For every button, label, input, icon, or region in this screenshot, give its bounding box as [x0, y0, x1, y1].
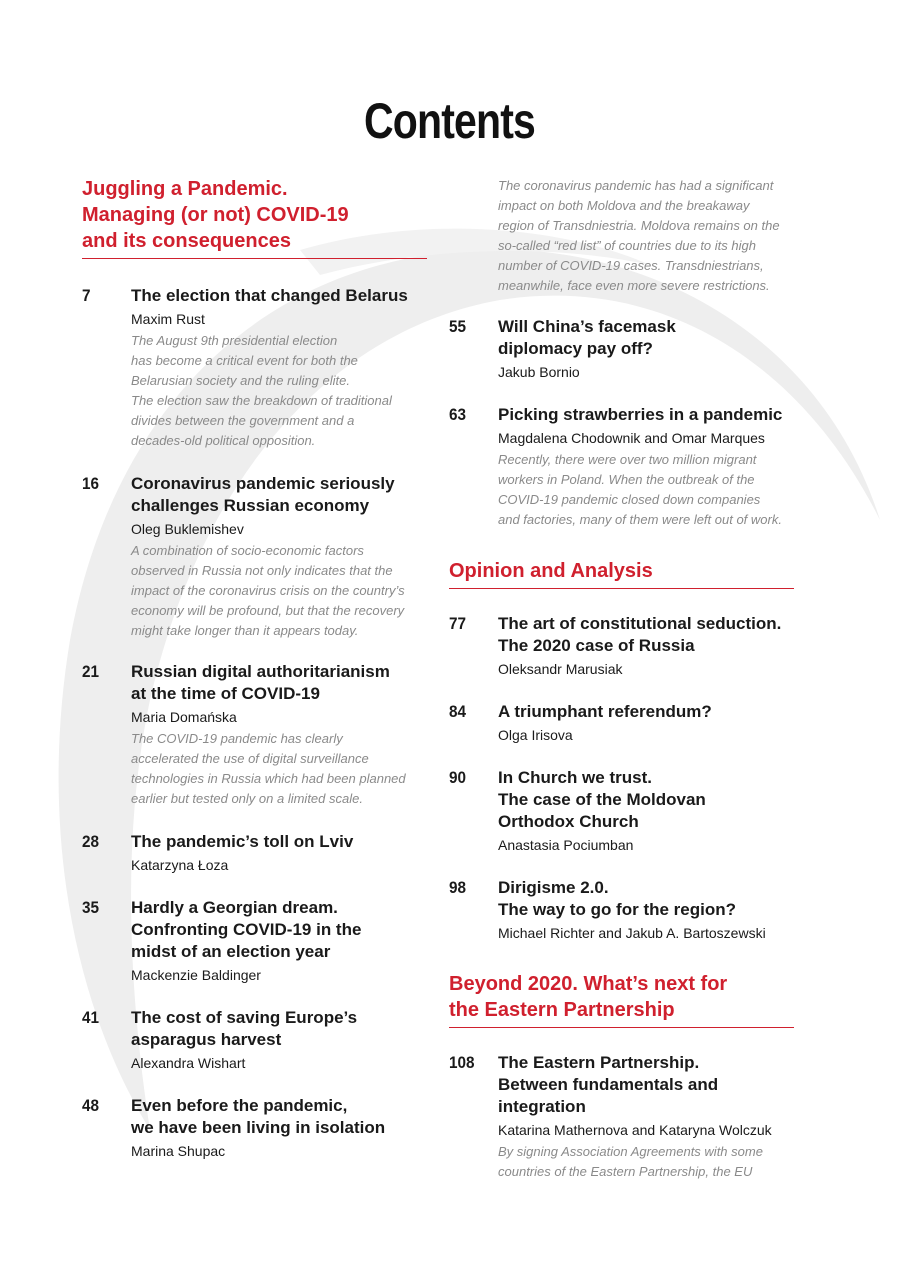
page-title: Contents [363, 93, 536, 149]
page-number: 108 [449, 1053, 475, 1072]
section-heading-beyond-2020: Beyond 2020. What’s next for the Eastern Partnership [449, 971, 794, 1028]
toc-entry[interactable] [449, 316, 794, 382]
toc-entry[interactable] [449, 877, 794, 943]
right-column [449, 176, 794, 1182]
page-number: 41 [82, 1008, 100, 1027]
page-number: 77 [449, 614, 467, 633]
article-title: Dirigisme 2.0. The way to go for the region? [498, 878, 736, 919]
article-title: Will China’s facemask diplomacy pay off? [498, 317, 676, 358]
toc-entry[interactable] [82, 831, 427, 875]
article-author: Magdalena Chodownik and Omar Marques [498, 430, 765, 446]
page-number: 63 [449, 405, 467, 424]
article-title: Hardly a Georgian dream. Confronting COVID-19 in the midst of an election year [131, 898, 362, 961]
page-number: 48 [82, 1096, 100, 1115]
article-author: Anastasia Pociumban [498, 837, 634, 853]
article-abstract: By signing Association Agreements with some countries of the Eastern Partnership, the EU [498, 1144, 763, 1179]
toc-entry[interactable] [82, 285, 427, 451]
article-abstract: The COVID-19 pandemic has clearly accelerated the use of digital surveillance technologies in Russia which had been planned earlier but tested only on a limited scale. [131, 731, 406, 806]
toc-entry[interactable] [449, 701, 794, 745]
continued-abstract: The coronavirus pandemic has had a significant impact on both Moldova and the breakaway region of Transdniestria. Moldova remains on the so-called “red list” of countries due to its high number of COVID-19 cases. Transdniestrians, meanwhile, face even more severe restrictions. [498, 178, 780, 293]
article-title: Picking strawberries in a pandemic [498, 405, 783, 424]
toc-entry[interactable] [449, 613, 794, 679]
article-title: Russian digital authoritarianism at the time of COVID-19 [131, 662, 390, 703]
article-author: Mackenzie Baldinger [131, 967, 261, 983]
article-title: The Eastern Partnership. Between fundamentals and integration [498, 1053, 719, 1116]
section-heading-pandemic: Juggling a Pandemic. Managing (or not) COVID-19 and its consequences [82, 176, 427, 259]
toc-entry[interactable] [82, 897, 427, 985]
article-author: Maxim Rust [131, 311, 205, 327]
toc-entry[interactable] [82, 1095, 427, 1161]
toc-entry[interactable] [449, 767, 794, 855]
article-author: Marina Shupac [131, 1143, 226, 1159]
page-number: 98 [449, 878, 467, 897]
toc-entry[interactable] [449, 404, 794, 530]
article-author: Alexandra Wishart [131, 1055, 246, 1071]
section-heading-opinion: Opinion and Analysis [449, 558, 794, 589]
toc-entry[interactable] [82, 661, 427, 809]
article-title: The pandemic’s toll on Lviv [131, 832, 354, 851]
article-author: Olga Irisova [498, 727, 573, 743]
article-title: Even before the pandemic, we have been living in isolation [131, 1096, 386, 1137]
left-column [82, 176, 427, 1161]
article-author: Oleksandr Marusiak [498, 661, 623, 677]
page-number: 7 [82, 286, 91, 305]
article-title: Coronavirus pandemic seriously challenges Russian economy [131, 474, 395, 515]
page-number: 16 [82, 474, 100, 493]
article-abstract: A combination of socio-economic factors observed in Russia not only indicates that the impact of the coronavirus crisis on the country’s economy will be profound, but that the recovery might take longer than it appears today. [131, 543, 405, 638]
article-author: Michael Richter and Jakub A. Bartoszewski [498, 925, 766, 941]
page-number: 84 [449, 702, 467, 721]
article-author: Katarina Mathernova and Kataryna Wolczuk [498, 1122, 772, 1138]
article-author: Katarzyna Łoza [131, 857, 229, 873]
toc-entry[interactable] [449, 1052, 794, 1182]
article-title: The cost of saving Europe’s asparagus harvest [131, 1008, 358, 1049]
article-title: A triumphant referendum? [498, 702, 712, 721]
page-number: 21 [82, 662, 100, 681]
page-number: 90 [449, 768, 467, 787]
article-title: In Church we trust. The case of the Moldovan Orthodox Church [498, 768, 706, 831]
article-abstract: The August 9th presidential election has become a critical event for both the Belarusian society and the ruling elite. The election saw the breakdown of traditional divides between the government and a decades-old political opposition. [131, 333, 392, 448]
toc-entry[interactable] [82, 1007, 427, 1073]
article-title: The election that changed Belarus [131, 286, 408, 305]
article-abstract: Recently, there were over two million migrant workers in Poland. When the outbreak of the COVID-19 pandemic closed down companies and factories, many of them were left out of work. [498, 452, 782, 527]
page-number: 28 [82, 832, 100, 851]
page-number: 35 [82, 898, 100, 917]
article-author: Maria Domańska [131, 709, 237, 725]
article-title: The art of constitutional seduction. The 2020 case of Russia [498, 614, 782, 655]
article-author: Oleg Buklemishev [131, 521, 244, 537]
toc-entry[interactable] [82, 473, 427, 641]
page-number: 55 [449, 317, 467, 336]
article-author: Jakub Bornio [498, 364, 580, 380]
